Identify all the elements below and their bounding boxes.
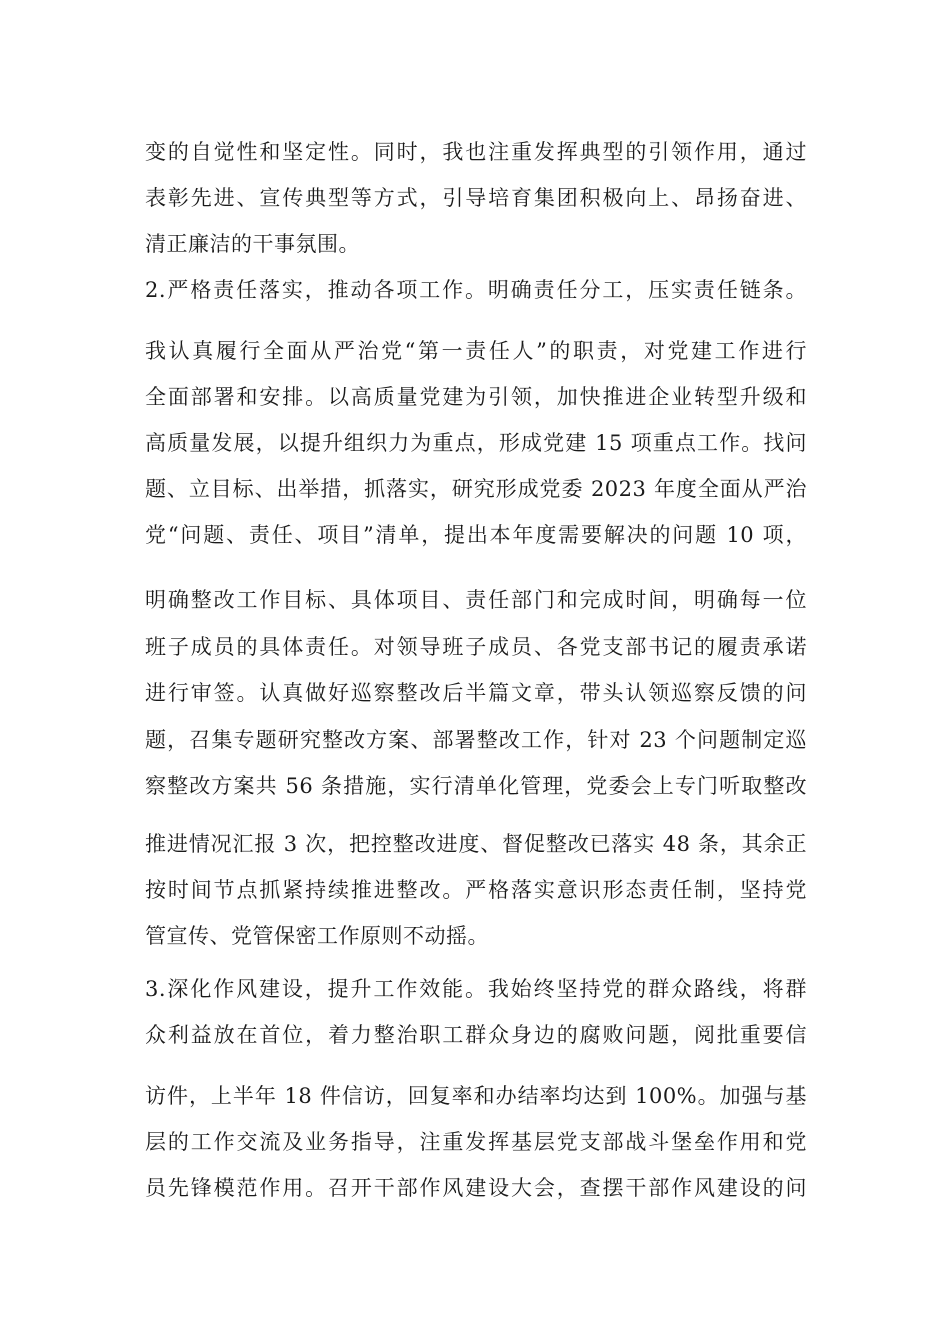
text-line: 清正廉洁的干事氛围。 xyxy=(145,232,360,256)
text-line: 众利益放在首位，着力整治职工群众身边的腐败问题，阅批重要信 xyxy=(145,1023,807,1047)
text-line: 高质量发展，以提升组织力为重点，形成党建 15 项重点工作。找问 xyxy=(145,431,807,455)
text-line: 全面部署和安排。以高质量党建为引领，加快推进企业转型升级和 xyxy=(145,385,807,409)
text-line: 推进情况汇报 3 次，把控整改进度、督促整改已落实 48 条，其余正 xyxy=(145,832,807,856)
text-line: 按时间节点抓紧持续推进整改。严格落实意识形态责任制，坚持党 xyxy=(145,878,807,902)
text-line: 我认真履行全面从严治党“第一责任人”的职责，对党建工作进行 xyxy=(145,339,807,363)
text-line: 层的工作交流及业务指导，注重发挥基层党支部战斗堡垒作用和党 xyxy=(145,1130,807,1154)
text-line: 管宣传、党管保密工作原则不动摇。 xyxy=(145,924,489,948)
text-line: 表彰先进、宣传典型等方式，引导培育集团积极向上、昂扬奋进、 xyxy=(145,186,807,210)
text-line: 进行审签。认真做好巡察整改后半篇文章，带头认领巡察反馈的问 xyxy=(145,681,807,705)
text-line: 3.深化作风建设，提升工作效能。我始终坚持党的群众路线，将群 xyxy=(145,977,807,1001)
text-line: 题，召集专题研究整改方案、部署整改工作，针对 23 个问题制定巡 xyxy=(145,728,807,752)
text-line: 党“问题、责任、项目”清单，提出本年度需要解决的问题 10 项， xyxy=(145,523,807,547)
text-line: 察整改方案共 56 条措施，实行清单化管理，党委会上专门听取整改 xyxy=(145,774,807,798)
text-line: 题、立目标、出举措，抓落实，研究形成党委 2023 年度全面从严治 xyxy=(145,477,807,501)
text-line: 班子成员的具体责任。对领导班子成员、各党支部书记的履责承诺 xyxy=(145,635,807,659)
text-line: 变的自觉性和坚定性。同时，我也注重发挥典型的引领作用，通过 xyxy=(145,140,807,164)
text-line: 访件，上半年 18 件信访，回复率和办结率均达到 100%。加强与基 xyxy=(145,1084,807,1108)
text-line: 员先锋模范作用。召开干部作风建设大会，查摆干部作风建设的问 xyxy=(145,1176,807,1200)
text-line: 明确整改工作目标、具体项目、责任部门和完成时间，明确每一位 xyxy=(145,588,807,612)
text-line: 2.严格责任落实，推动各项工作。明确责任分工，压实责任链条。 xyxy=(145,278,807,302)
